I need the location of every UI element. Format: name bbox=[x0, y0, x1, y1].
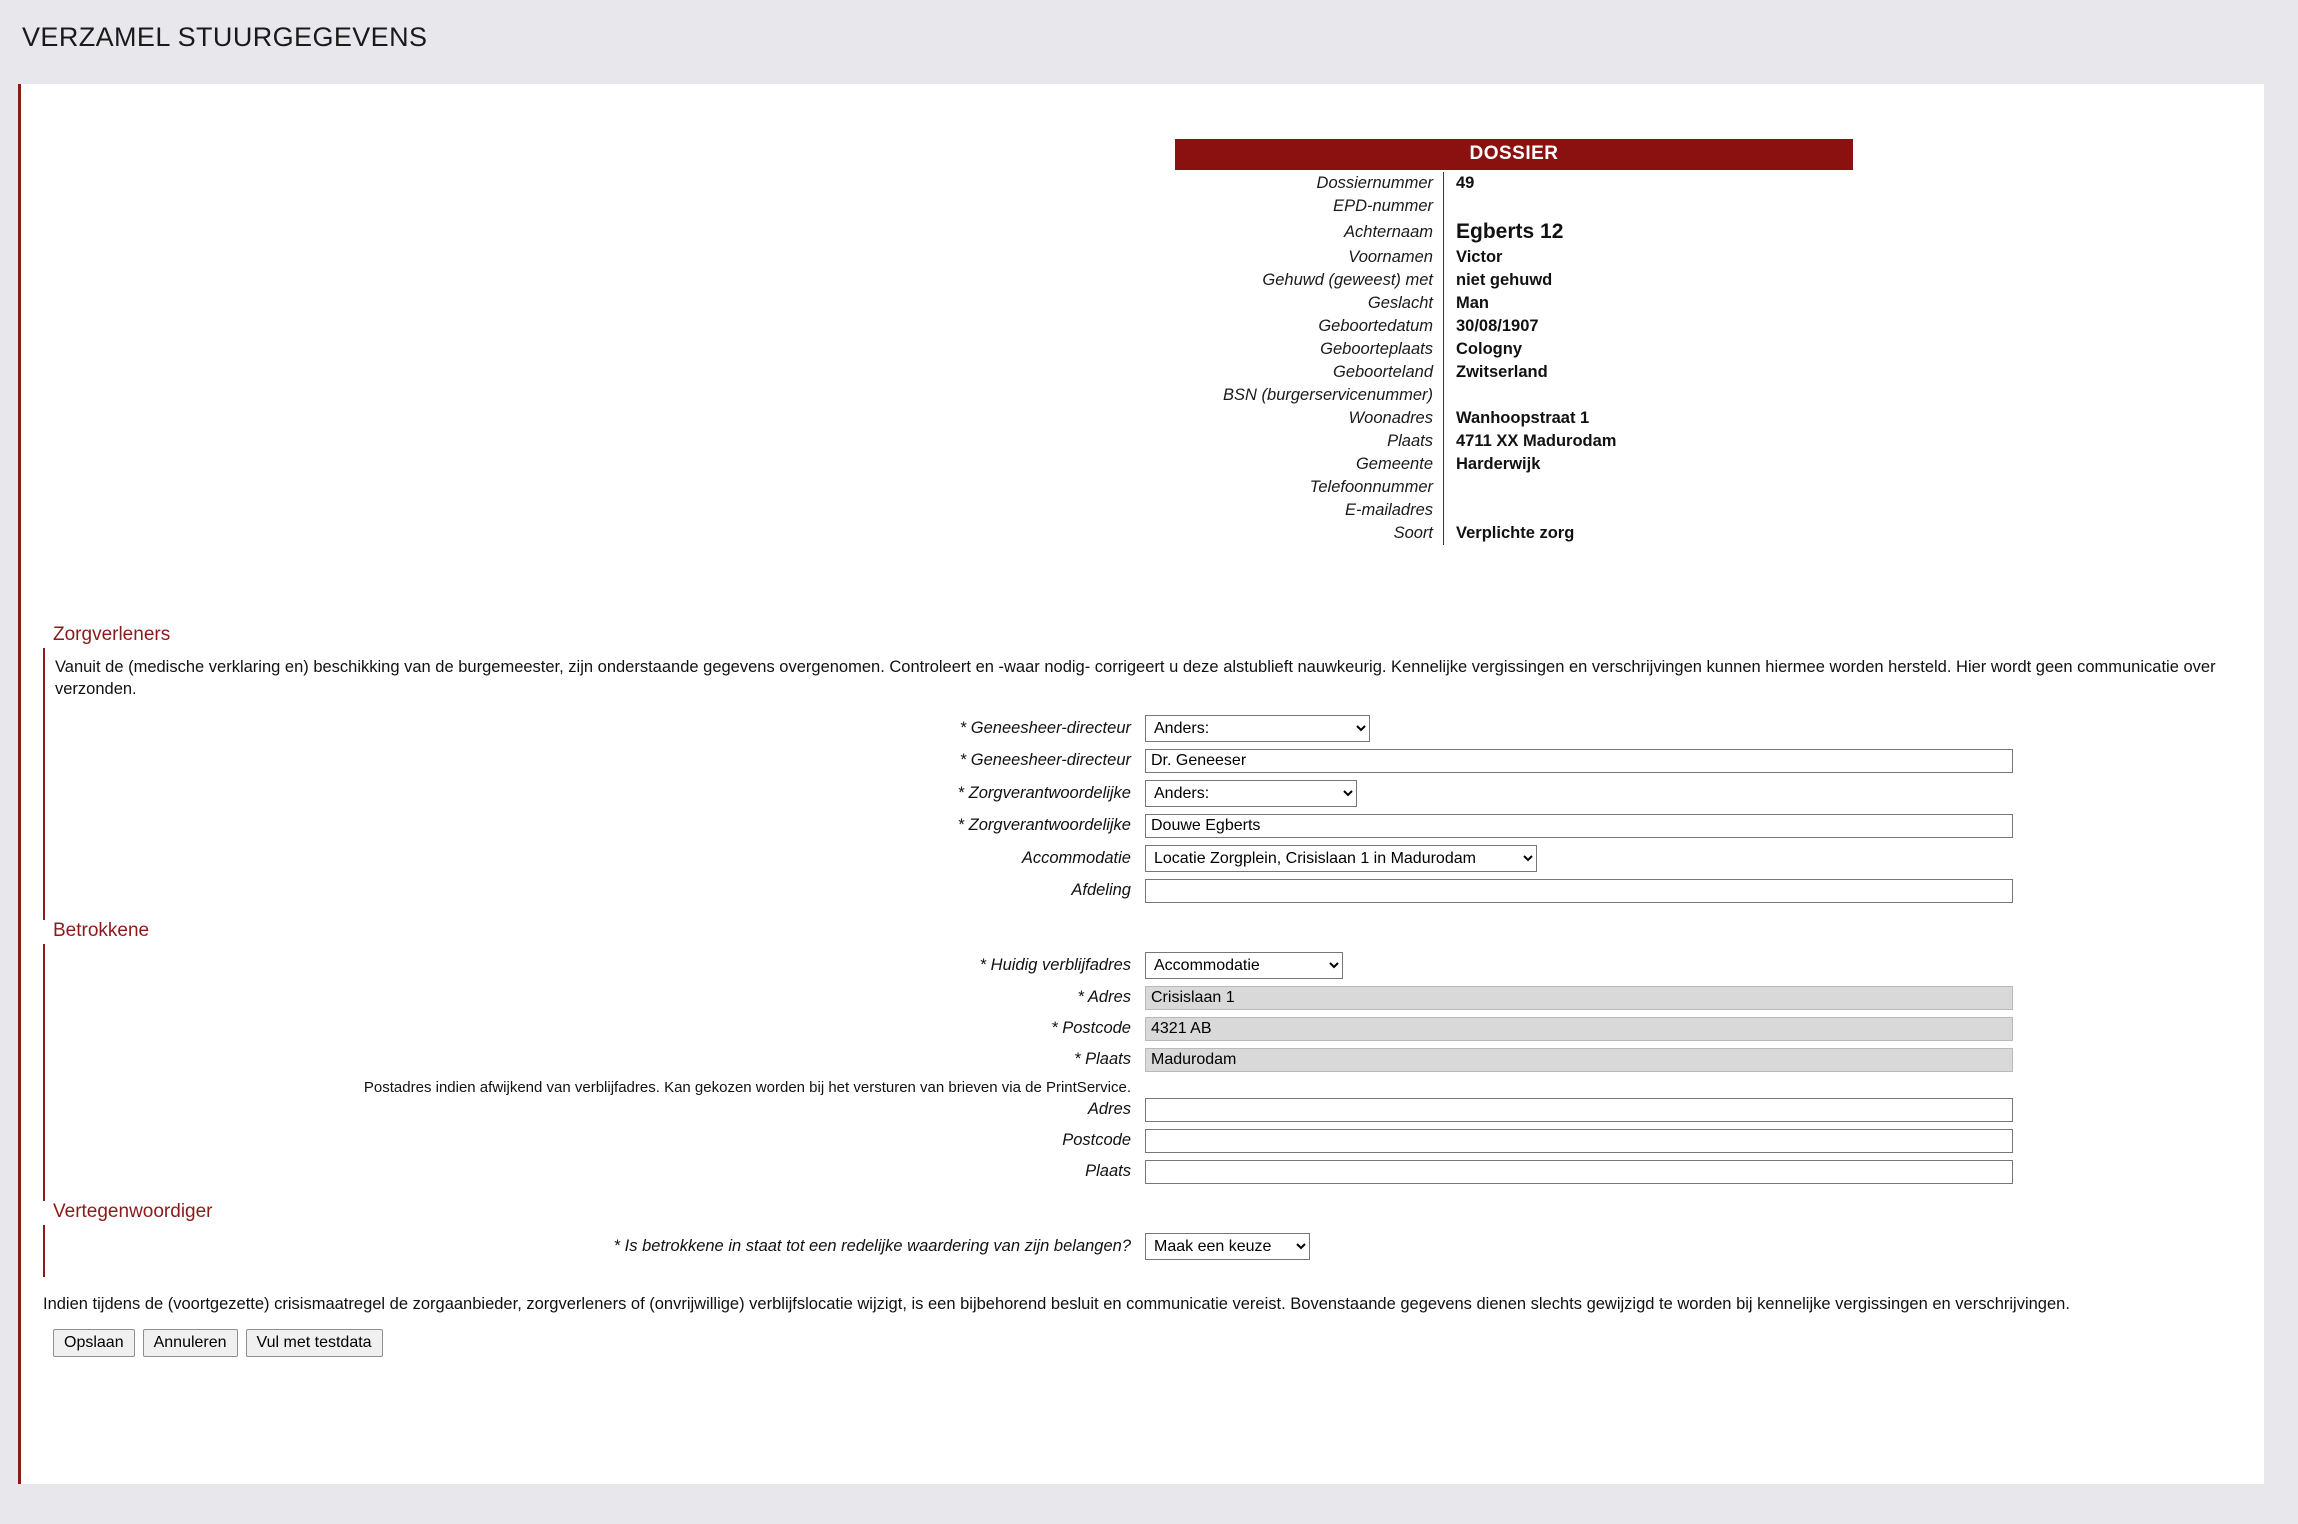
dossier-row bbox=[1175, 172, 1853, 195]
dossier-header: DOSSIER bbox=[1175, 139, 1853, 170]
adres-input bbox=[1145, 986, 2013, 1010]
plaats-input bbox=[1145, 1048, 2013, 1072]
row-postadres-note bbox=[55, 1079, 2264, 1098]
label-post-plaats: Plaats bbox=[1085, 1162, 1131, 1181]
dossier-panel bbox=[1175, 139, 2230, 545]
label-accommodatie: Accommodatie bbox=[1021, 848, 1131, 867]
dossier-row bbox=[1175, 292, 1853, 315]
post-adres-input[interactable] bbox=[1145, 1098, 2013, 1122]
form-actions bbox=[53, 1329, 2264, 1357]
dossier-label: Plaats bbox=[1387, 432, 1433, 450]
label-geneesheer-select: * Geneesheer-directeur bbox=[959, 718, 1131, 737]
dossier-label: E-mailadres bbox=[1344, 501, 1433, 519]
label-waardering-belangen: * Is betrokkene in staat tot een redelijke waardering van zijn belangen? bbox=[613, 1236, 1131, 1255]
closing-text: Indien tijdens de (voortgezette) crisismaatregel de zorgaanbieder, zorgverleners of (onvrijwillige) verblijfslocatie wijzigt, is een bijbehorend besluit en communicatie vereist. Bovenstaande gegevens dienen slechts gewijzigd te worden bij kennelijke vergissingen en verschrijvingen. bbox=[43, 1294, 2070, 1313]
dossier-value bbox=[1444, 499, 1854, 522]
row-verblijfadres bbox=[55, 952, 2264, 979]
dossier-row bbox=[1175, 361, 1853, 384]
dossier-label: Voornamen bbox=[1348, 248, 1433, 266]
accommodatie-select[interactable] bbox=[1145, 845, 1537, 872]
form-sheet bbox=[18, 84, 2264, 1484]
dossier-row bbox=[1175, 499, 1853, 522]
dossier-row bbox=[1175, 522, 1853, 545]
postadres-note: Postadres indien afwijkend van verblijfadres. Kan gekozen worden bij het versturen van brieven via de PrintService. bbox=[363, 1078, 1131, 1096]
dossier-value: Verplichte zorg bbox=[1444, 522, 1854, 545]
dossier-row bbox=[1175, 407, 1853, 430]
zorgverantwoordelijke-input[interactable] bbox=[1145, 814, 2013, 838]
section-title-vertegenwoordiger: Vertegenwoordiger bbox=[53, 1200, 213, 1222]
post-postcode-input[interactable] bbox=[1145, 1129, 2013, 1153]
dossier-value: 30/08/1907 bbox=[1444, 315, 1854, 338]
dossier-value: Wanhoopstraat 1 bbox=[1444, 407, 1854, 430]
section-title-betrokkene: Betrokkene bbox=[53, 919, 150, 941]
dossier-row bbox=[1175, 476, 1853, 499]
dossier-value: Zwitserland bbox=[1444, 361, 1854, 384]
postcode-input bbox=[1145, 1017, 2013, 1041]
label-post-postcode: Postcode bbox=[1062, 1131, 1131, 1150]
label-postcode: * Postcode bbox=[1051, 1019, 1131, 1038]
dossier-label: Gemeente bbox=[1355, 455, 1433, 473]
save-button[interactable]: Opslaan bbox=[53, 1329, 135, 1357]
row-zorgverantwoordelijke-select bbox=[55, 780, 2264, 807]
dossier-label: Geboorteplaats bbox=[1320, 340, 1433, 358]
dossier-value bbox=[1444, 476, 1854, 499]
dossier-value: Man bbox=[1444, 292, 1854, 315]
dossier-value: Cologny bbox=[1444, 338, 1854, 361]
dossier-label: Achternaam bbox=[1344, 222, 1433, 241]
post-plaats-input[interactable] bbox=[1145, 1160, 2013, 1184]
dossier-label: Geslacht bbox=[1367, 294, 1433, 312]
huidig-verblijfadres-select[interactable] bbox=[1145, 952, 1343, 979]
label-zorgverantwoordelijke-text: * Zorgverantwoordelijke bbox=[957, 816, 1131, 835]
dossier-row bbox=[1175, 338, 1853, 361]
label-geneesheer-text: * Geneesheer-directeur bbox=[959, 751, 1131, 770]
dossier-value: 49 bbox=[1444, 172, 1854, 195]
zorgverantwoordelijke-select[interactable] bbox=[1145, 780, 1357, 807]
row-geneesheer-text bbox=[55, 749, 2264, 773]
section-vertegenwoordiger bbox=[43, 1201, 2264, 1277]
dossier-label: Telefoonnummer bbox=[1309, 478, 1433, 496]
dossier-row bbox=[1175, 453, 1853, 476]
row-afdeling bbox=[55, 879, 2264, 903]
dossier-label: Dossiernummer bbox=[1316, 174, 1433, 192]
row-zorgverantwoordelijke-text bbox=[55, 814, 2264, 838]
label-adres: * Adres bbox=[1077, 988, 1131, 1007]
dossier-row bbox=[1175, 315, 1853, 338]
dossier-value bbox=[1444, 384, 1854, 407]
dossier-value: 4711 XX Madurodam bbox=[1444, 430, 1854, 453]
dossier-label: BSN (burgerservicenummer) bbox=[1223, 386, 1433, 404]
dossier-row bbox=[1175, 218, 1853, 246]
dossier-row bbox=[1175, 384, 1853, 407]
label-verblijfadres: * Huidig verblijfadres bbox=[979, 955, 1131, 974]
dossier-row bbox=[1175, 246, 1853, 269]
label-afdeling: Afdeling bbox=[1071, 881, 1131, 900]
row-post-adres bbox=[55, 1098, 2264, 1122]
dossier-value: Harderwijk bbox=[1444, 453, 1854, 476]
dossier-label: EPD-nummer bbox=[1333, 197, 1433, 215]
geneesheer-directeur-select[interactable] bbox=[1145, 715, 1370, 742]
label-zorgverantwoordelijke-select: * Zorgverantwoordelijke bbox=[957, 783, 1131, 802]
fill-testdata-button[interactable]: Vul met testdata bbox=[246, 1329, 383, 1357]
label-post-adres: Adres bbox=[1087, 1100, 1131, 1119]
zorgverleners-intro: Vanuit de (medische verklaring en) beschikking van de burgemeester, zijn onderstaande gegevens overgenomen. Controleert en -waar nodig- corrigeert u deze alstublieft nauwkeurig. Kennelijke vergissingen en verschrijvingen kunnen hiermee worden hersteld. Hier wordt geen communicatie over verzonden. bbox=[55, 658, 2216, 699]
section-betrokkene bbox=[43, 920, 2264, 1201]
dossier-value: niet gehuwd bbox=[1444, 269, 1854, 292]
dossier-label: Geboortedatum bbox=[1318, 317, 1433, 335]
row-postcode bbox=[55, 1017, 2264, 1041]
afdeling-input[interactable] bbox=[1145, 879, 2013, 903]
dossier-row bbox=[1175, 269, 1853, 292]
row-geneesheer-select bbox=[55, 715, 2264, 742]
row-waardering-belangen bbox=[55, 1233, 2264, 1260]
dossier-label: Soort bbox=[1393, 524, 1433, 542]
dossier-row bbox=[1175, 430, 1853, 453]
dossier-value: Victor bbox=[1444, 246, 1854, 269]
cancel-button[interactable]: Annuleren bbox=[143, 1329, 238, 1357]
dossier-value: Egberts 12 bbox=[1444, 218, 1854, 246]
row-plaats bbox=[55, 1048, 2264, 1072]
dossier-label: Woonadres bbox=[1348, 409, 1433, 427]
row-post-plaats bbox=[55, 1160, 2264, 1184]
geneesheer-directeur-input[interactable] bbox=[1145, 749, 2013, 773]
label-plaats: * Plaats bbox=[1074, 1050, 1131, 1069]
row-accommodatie bbox=[55, 845, 2264, 872]
section-zorgverleners bbox=[43, 624, 2264, 920]
dossier-label: Geboorteland bbox=[1333, 363, 1433, 381]
page-title: VERZAMEL STUURGEGEVENS bbox=[22, 22, 428, 52]
row-post-postcode bbox=[55, 1129, 2264, 1153]
dossier-value bbox=[1444, 195, 1854, 218]
section-title-zorgverleners: Zorgverleners bbox=[53, 624, 171, 645]
row-adres bbox=[55, 986, 2264, 1010]
dossier-table bbox=[1175, 172, 1853, 545]
dossier-label: Gehuwd (geweest) met bbox=[1262, 271, 1433, 289]
waardering-belangen-select[interactable] bbox=[1145, 1233, 1310, 1260]
dossier-row bbox=[1175, 195, 1853, 218]
